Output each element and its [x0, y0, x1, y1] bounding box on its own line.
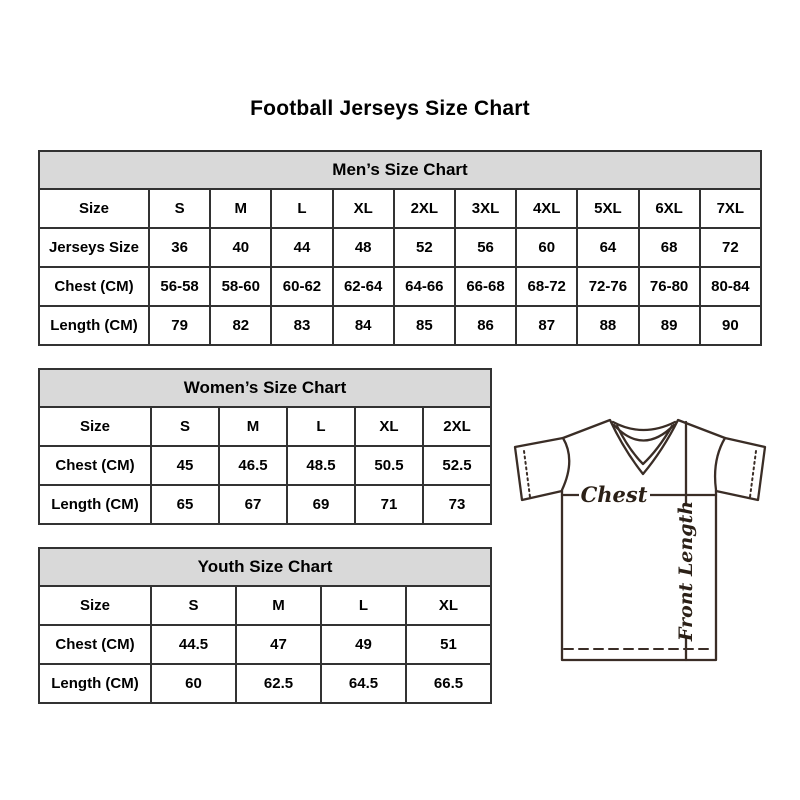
table-cell: 5XL	[577, 189, 638, 228]
row-label: Length (CM)	[39, 664, 151, 703]
row-label: Size	[39, 189, 149, 228]
chest-label: Chest	[580, 482, 648, 507]
table-cell: 66.5	[406, 664, 491, 703]
table-title: Women’s Size Chart	[39, 369, 491, 407]
table-cell: S	[151, 407, 219, 446]
table-cell: 79	[149, 306, 210, 345]
table-cell: 2XL	[423, 407, 491, 446]
table-cell: 85	[394, 306, 455, 345]
table-cell: 71	[355, 485, 423, 524]
table-cell: 87	[516, 306, 577, 345]
table-header-row	[39, 548, 491, 586]
table-cell: 83	[271, 306, 332, 345]
table-cell: 56	[455, 228, 516, 267]
table-cell: 7XL	[700, 189, 761, 228]
table-cell: L	[271, 189, 332, 228]
table-cell: L	[321, 586, 406, 625]
table-cell: 88	[577, 306, 638, 345]
table-row	[39, 664, 491, 703]
row-label: Length (CM)	[39, 485, 151, 524]
table-cell: 2XL	[394, 189, 455, 228]
table-header-row	[39, 151, 761, 189]
mens-size-table	[38, 150, 762, 346]
table-cell: 45	[151, 446, 219, 485]
left-sleeve	[515, 438, 563, 500]
table-row	[39, 625, 491, 664]
table-cell: 60-62	[271, 267, 332, 306]
table-cell: 84	[333, 306, 394, 345]
table-cell: 4XL	[516, 189, 577, 228]
table-cell: S	[151, 586, 236, 625]
table-cell: 65	[151, 485, 219, 524]
row-label: Size	[39, 586, 151, 625]
table-cell: 50.5	[355, 446, 423, 485]
womens-size-table	[38, 368, 492, 525]
table-row	[39, 267, 761, 306]
table-cell: XL	[406, 586, 491, 625]
table-cell: 64.5	[321, 664, 406, 703]
jersey-body-outline	[562, 420, 725, 660]
table-cell: 60	[151, 664, 236, 703]
table-cell: 62.5	[236, 664, 321, 703]
table-cell: 48.5	[287, 446, 355, 485]
table-cell: 51	[406, 625, 491, 664]
table-cell: 58-60	[210, 267, 271, 306]
table-cell: 89	[639, 306, 700, 345]
table-cell: 82	[210, 306, 271, 345]
table-cell: 76-80	[639, 267, 700, 306]
table-cell: 67	[219, 485, 287, 524]
table-header-row	[39, 369, 491, 407]
table-cell: 64-66	[394, 267, 455, 306]
jersey-diagram-svg	[502, 398, 782, 683]
table-cell: 62-64	[333, 267, 394, 306]
table-row	[39, 306, 761, 345]
table-cell: 60	[516, 228, 577, 267]
table-row	[39, 189, 761, 228]
table-cell: S	[149, 189, 210, 228]
table-row	[39, 407, 491, 446]
row-label: Size	[39, 407, 151, 446]
table-cell: XL	[355, 407, 423, 446]
table-cell: 49	[321, 625, 406, 664]
table-cell: 90	[700, 306, 761, 345]
table-cell: L	[287, 407, 355, 446]
table-cell: 68-72	[516, 267, 577, 306]
table-row	[39, 586, 491, 625]
table-cell: 47	[236, 625, 321, 664]
table-row	[39, 228, 761, 267]
table-cell: 3XL	[455, 189, 516, 228]
youth-size-table	[38, 547, 492, 704]
row-label: Chest (CM)	[39, 267, 149, 306]
left-cuff-stitch	[524, 451, 530, 497]
row-label: Chest (CM)	[39, 625, 151, 664]
table-cell: 36	[149, 228, 210, 267]
table-cell: 86	[455, 306, 516, 345]
table-cell: 66-68	[455, 267, 516, 306]
table-cell: 64	[577, 228, 638, 267]
table-row	[39, 446, 491, 485]
table-cell: 52.5	[423, 446, 491, 485]
table-cell: 44	[271, 228, 332, 267]
table-cell: 72	[700, 228, 761, 267]
collar-back-seam	[613, 422, 675, 430]
table-cell: 44.5	[151, 625, 236, 664]
table-cell: 6XL	[639, 189, 700, 228]
row-label: Length (CM)	[39, 306, 149, 345]
table-cell: 68	[639, 228, 700, 267]
right-cuff-stitch	[750, 451, 756, 497]
right-sleeve	[716, 438, 765, 500]
table-title: Youth Size Chart	[39, 548, 491, 586]
row-label: Jerseys Size	[39, 228, 149, 267]
page-title: Football Jerseys Size Chart	[250, 97, 530, 120]
table-cell: M	[236, 586, 321, 625]
table-row	[39, 485, 491, 524]
front-length-label: Front Length	[675, 500, 697, 642]
table-cell: 46.5	[219, 446, 287, 485]
table-title: Men’s Size Chart	[39, 151, 761, 189]
table-cell: XL	[333, 189, 394, 228]
table-cell: 40	[210, 228, 271, 267]
table-cell: 80-84	[700, 267, 761, 306]
table-cell: M	[210, 189, 271, 228]
table-cell: 69	[287, 485, 355, 524]
table-cell: 52	[394, 228, 455, 267]
table-cell: 72-76	[577, 267, 638, 306]
table-cell: 56-58	[149, 267, 210, 306]
table-cell: 48	[333, 228, 394, 267]
table-cell: 73	[423, 485, 491, 524]
row-label: Chest (CM)	[39, 446, 151, 485]
table-cell: M	[219, 407, 287, 446]
jersey-measurement-diagram	[502, 398, 782, 683]
